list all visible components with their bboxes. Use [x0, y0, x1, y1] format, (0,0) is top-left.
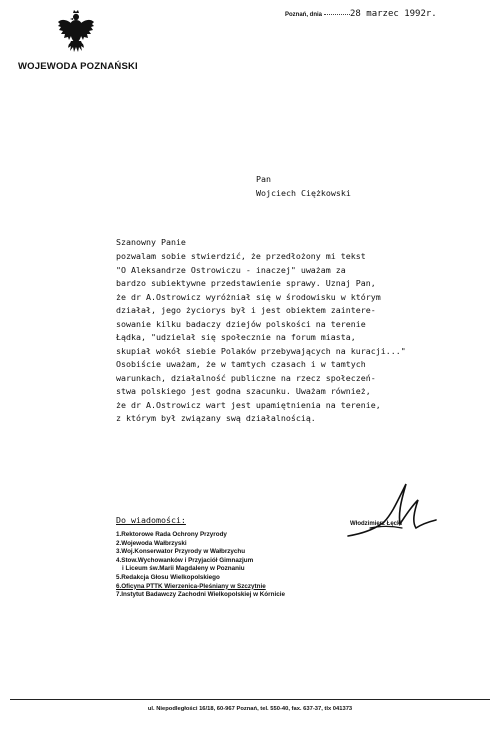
copies-heading: Do wiadomości: — [116, 515, 186, 525]
body-line: że dr A.Ostrowicz wyróżniał się w środowisku w którym — [116, 291, 381, 302]
eagle-emblem-icon — [56, 10, 96, 58]
salutation: Szanowny Panie — [116, 237, 186, 247]
body-line: bardzo subiektywne przedstawienie sprawy. Uznaj Pan, — [116, 278, 376, 288]
letter-date: 28 marzec 1992r. — [350, 9, 437, 19]
issuing-authority: WOJEWODA POZNAŃSKI — [18, 61, 138, 72]
addressee-title: Pan — [256, 174, 271, 184]
addressee-name: Wojciech Ciężkowski — [256, 188, 351, 198]
list-item: i Liceum św.Marii Magdaleny w Poznaniu — [122, 565, 245, 573]
body-line: sowanie kilku badaczy dziejów polskości na terenie — [116, 318, 366, 329]
list-item: 3.Woj.Konserwator Przyrody w Wałbrzychu — [116, 548, 246, 556]
list-item: 7.Instytut Badawczy Zachodni Wielkopolskiej w Kórnicie — [116, 591, 285, 599]
footer-address: ul. Niepodległości 16/18, 60-967 Poznań, tel. 550-40, fax. 637-37, tlx 041373 — [147, 706, 353, 712]
list-item: 1.Rektorowe Rada Ochrony Przyrody — [116, 531, 227, 538]
list-item: 5.Redakcja Głosu Wielkopolskiego — [116, 573, 220, 581]
handwritten-signature — [340, 478, 440, 548]
body-line: "O Aleksandrze Ostrowiczu - inaczej" uważam za — [116, 264, 346, 275]
letter-body — [116, 250, 486, 426]
body-line: Osobiście uważam, że w tamtych czasach i w tamtych — [116, 359, 366, 369]
body-line: stwa polskiego jest godna szacunku. Uważam również, — [116, 386, 371, 396]
list-item: 6.Oficyna PTTK Wierzenica-Pleśniany w Szczytnie — [116, 582, 266, 590]
list-item: 2.Wojewoda Wałbrzyski — [116, 539, 187, 547]
body-line: działał, jego życiorys był i jest obiektem zaintere- — [116, 305, 376, 315]
addressee-block — [256, 172, 351, 200]
footer-divider — [10, 699, 490, 700]
date-dotted-line — [324, 14, 350, 15]
body-line: pozwalam sobie stwierdzić, że przedłożony mi tekst — [116, 251, 366, 261]
body-line: skupiał wokół siebie Polaków przebywających na kuracji..." — [116, 345, 406, 356]
body-line: z którym był związany swą działalnością. — [116, 413, 316, 423]
body-line: warunkach, działalność publiczne na rzecz społeczeń- — [116, 372, 376, 383]
place-label: Poznań, dnia — [285, 12, 323, 18]
body-line: Łądka, "udzielał się społecznie na forum miasta, — [116, 332, 356, 342]
list-item: 4.Stow.Wychowanków i Przyjaciół Gimnazjum — [116, 556, 254, 564]
copies-list — [116, 531, 285, 600]
signer-name: Włodzimierz Łęcki — [350, 521, 403, 527]
place-and-date — [285, 9, 485, 19]
body-line: że dr A.Ostrowicz wart jest upamiętnienia na terenie, — [116, 399, 381, 410]
